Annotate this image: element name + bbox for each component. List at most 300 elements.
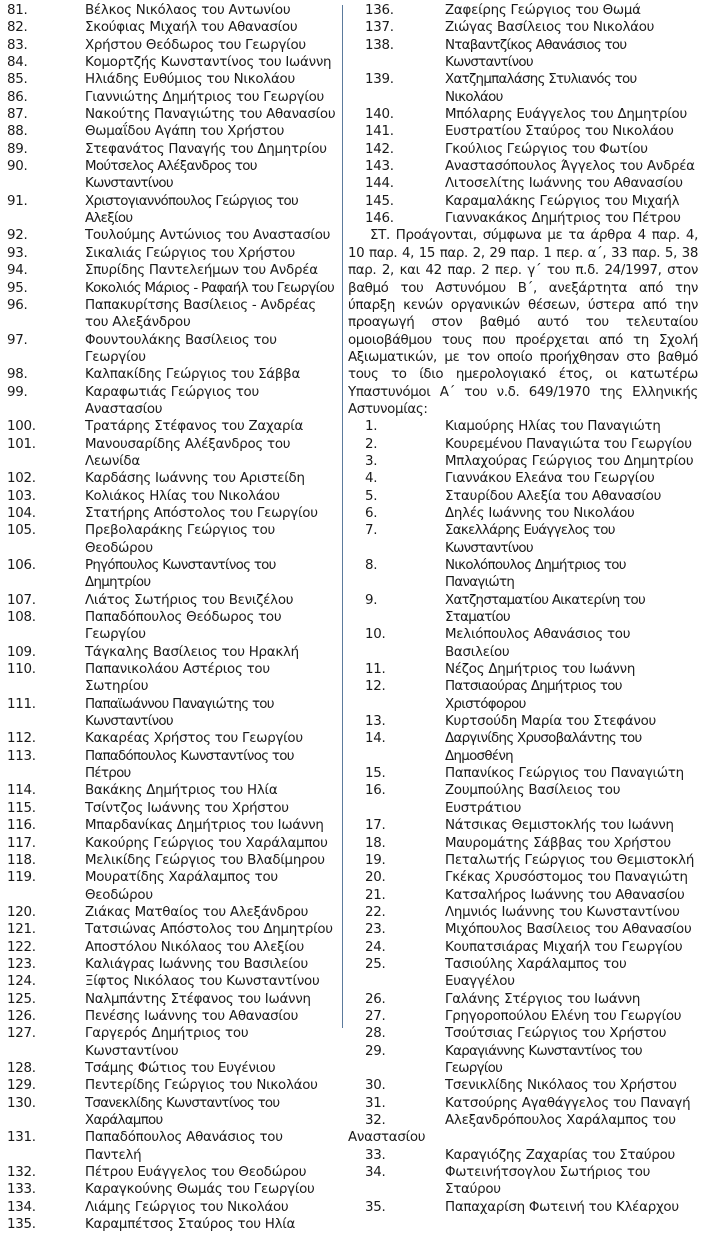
item-number: 34. [365,1165,386,1181]
item-name: Γιαννιώτης Δημήτριος του Γεωργίου [85,89,325,105]
list-item [346,175,698,192]
item-number: 5. [365,488,378,504]
list-item [346,123,698,140]
item-number: 100. [7,419,36,435]
item-name: Φουντουλάκης Βασίλειος του Γεωργίου [85,332,277,365]
item-number: 134. [7,1199,36,1215]
item-name: Τασιούλης Χαράλαμπος του Ευαγγέλου [445,956,627,990]
item-number: 24. [365,939,386,955]
item-number: 130. [7,1095,36,1111]
list-item [346,1008,698,1025]
item-number: 27. [365,1008,386,1024]
item-name: Ζιώγας Βασίλειος του Νικολάου [445,20,655,36]
item-name: Τατσιώνας Απόστολος του Δημητρίου [85,922,333,938]
item-name: Χρήστου Θεόδωρος του Γεωργίου [85,37,306,53]
item-number: 35. [365,1199,386,1215]
item-name: Γαλάνης Στέργιος του Ιωάννη [445,991,641,1007]
list-item [346,210,698,227]
list-item [0,297,340,332]
list-item [0,991,340,1008]
item-name: Κουπατσιάρας Μιχαήλ του Γεωργίου [445,939,683,955]
list-item [0,1164,340,1181]
list-item [0,505,340,522]
list-item [346,19,698,36]
item-name: Δαργινίδης Χρυσοβαλάντης του Δημοσθένη [445,731,642,764]
list-item [346,418,698,435]
list-item [0,436,340,471]
item-name: Μελικίδης Γεώργιος του Βλαδίμηρου [85,852,325,868]
item-number: 11. [365,662,386,678]
item-name: Μπαρδανίκας Δημήτριος του Ιωάννη [85,818,324,834]
item-number: 10. [365,627,386,643]
item-number: 122. [7,939,36,955]
list-item [0,470,340,487]
list-item [346,887,698,904]
item-name: Καραφωτιάς Γεώργιος του Αναστασίου [85,384,259,417]
item-name: Πεντερίδης Γεώργιος του Νικολάου [85,1078,318,1094]
item-name: Γκούλιος Γεώργιος του Φωτίου [445,141,648,157]
item-name: Πρεβολαράκης Γεώργιος του Θεοδώρου [85,523,276,556]
item-number: 121. [7,922,36,938]
item-name: Ζιάκας Ματθαίος του Αλεξάνδρου [85,904,309,920]
item-name: Καραγιάννης Κωνσταντίνος του Γεωργίου [445,1043,642,1076]
item-name: Τάγκαλης Βασίλειος του Ηρακλή [85,644,299,660]
item-name: Παπαδόπουλος Κωνσταντίνος του Πέτρου [85,748,294,782]
item-name: Κοκολιός Μάριος - Ραφαήλ του Γεωργίου [85,280,335,296]
list-item [346,193,698,210]
item-name: Βέλκος Νικόλαος του Αντωνίου [85,3,291,18]
list-item [0,141,340,158]
list-item [346,626,698,661]
item-number: 113. [7,748,36,764]
item-number: 25. [365,956,386,972]
item-number: 120. [7,904,36,920]
list-item [0,227,340,244]
list-item [0,835,340,852]
item-number: 123. [7,956,36,972]
item-name: Κυρτσούδη Μαρία του Στεφάνου [445,714,657,730]
item-number: 21. [365,887,386,903]
item-number: 136. [365,3,394,18]
list-item [346,488,698,505]
list-item [0,1008,340,1025]
item-name: Τσούτσιας Γεώργιος του Χρήστου [445,1026,667,1042]
item-number: 97. [7,332,28,348]
list-item [0,644,340,661]
item-name: Πενέσης Ιωάννης του Αθανασίου [85,1008,299,1024]
item-number: 16. [365,783,386,799]
item-name: Μούτσελος Αλέξανδρος του Κωνσταντίνου [85,159,257,192]
list-item [0,280,340,297]
item-name: Πέτρου Ευάγγελος του Θεοδώρου [85,1165,307,1181]
list-item [0,592,340,609]
item-name: Λιάμης Γεώργιος του Νικολάου [85,1199,289,1215]
item-number: 28. [365,1026,386,1042]
item-number: 99. [7,384,28,400]
item-number: 117. [7,835,36,851]
list-item [346,2,698,19]
list-item [346,817,698,834]
list-item [346,661,698,678]
list-item [0,71,340,88]
item-number: 112. [7,731,36,747]
list-item [346,869,698,886]
item-name: Κιαμούρης Ηλίας του Παναγιώτη [445,419,661,435]
item-name: Λιτοσελίτης Ιωάννης του Αθανασίου [445,176,683,192]
list-item [346,852,698,869]
item-name: Λημνιός Ιωάννης του Κωνσταντίνου [445,904,680,920]
item-name: Τσίντζος Ιωάννης του Χρήστου [85,800,289,816]
item-name: Στεφανάτος Παναγής του Δημητρίου [85,141,327,157]
item-name: Κολιάκος Ηλίας του Νικολάου [85,488,280,504]
item-number: 95. [7,280,28,296]
list-item [0,54,340,71]
list-item [346,713,698,730]
list-item [346,37,698,72]
list-item [346,470,698,487]
list-item [0,1077,340,1094]
item-name: Σικαλιάς Γεώργιος του Χρήστου [85,245,295,261]
list-item [0,418,340,435]
column-divider [342,5,343,1028]
item-name: Μιχόπουλος Βασίλειος του Αθανασίου [445,922,692,938]
list-item [0,384,340,419]
item-number: 87. [7,107,28,123]
item-name: Σκούφιας Μιχαήλ του Αθανασίου [85,20,298,36]
item-name: Τσενικλίδης Νικόλαος του Χρήστου [445,1078,677,1094]
item-number: 31. [365,1095,386,1111]
item-number: 118. [7,852,36,868]
item-number: 91. [7,193,28,209]
item-name: Χριστογιαννόπουλος Γεώργιος του Αλεξίου [85,193,299,227]
item-number: 7. [365,523,378,539]
item-name: Χατζημπαλάσης Στυλιανός του Νικολάου [445,72,637,105]
list-item [346,71,698,106]
item-number: 90. [7,159,28,175]
item-name: Γιαννακάκος Δημήτριος του Πέτρου [445,211,681,227]
item-number: 141. [365,124,394,140]
item-number: 1. [365,419,378,435]
item-name: Νταβαντζίκος Αθανάσιος του Κωνσταντίνου [445,37,627,71]
list-item [0,1095,340,1130]
item-name: Μουρατίδης Χαράλαμπος του Θεοδώρου [85,870,278,903]
item-name: Μανουσαρίδης Αλέξανδρος του Λεωνίδα [85,436,291,469]
list-item [346,921,698,938]
list-item [0,1060,340,1077]
list-item [0,956,340,973]
item-name: Κακαρέας Χρήστος του Γεωργίου [85,731,303,747]
item-number: 84. [7,55,28,71]
promotion-list-continued [346,2,698,227]
item-number: 9. [365,592,378,608]
list-item [346,956,698,991]
item-name: Σακελλάρης Ευάγγελος του Κωνσταντίνου [445,523,615,556]
item-name: Μπόλαρης Ευάγγελος του Δημητρίου [445,107,687,123]
list-item [0,1199,340,1216]
item-number: 4. [365,471,378,487]
item-number: 29. [365,1043,386,1059]
item-number: 14. [365,731,386,747]
list-item [346,141,698,158]
list-item [346,1095,698,1112]
item-name: Αλεξανδρόπουλος Χαράλαμπος του [445,1113,676,1128]
item-number: 19. [365,852,386,868]
item-number: 93. [7,245,28,261]
item-name: Νακούτης Παναγιώτης του Αθανασίου [85,107,336,123]
list-item [0,782,340,799]
list-item [346,939,698,956]
list-item [346,1025,698,1042]
item-number: 143. [365,159,394,175]
list-item [346,453,698,470]
item-number: 135. [7,1217,36,1233]
item-number: 119. [7,870,36,886]
item-number: 144. [365,176,394,192]
item-number: 13. [365,714,386,730]
item-number: 96. [7,297,28,313]
item-number: 115. [7,800,36,816]
item-number: 124. [7,974,36,990]
list-item [0,609,340,644]
item-name: Ευστρατίου Σταύρος του Νικολάου [445,124,674,140]
list-item [0,366,340,383]
right-column [346,2,698,1216]
item-number: 133. [7,1182,36,1198]
item-name: Γρηγοροπούλου Ελένη του Γεωργίου [445,1008,682,1024]
list-item [0,2,340,19]
item-number: 127. [7,1026,36,1042]
item-number: 18. [365,835,386,851]
list-item [0,262,340,279]
item-number: 111. [7,696,36,712]
list-item [346,835,698,852]
list-item [0,193,340,228]
item-name: Πεταλωτής Γεώργιος του Θεμιστοκλή [445,852,695,868]
item-name-continuation: Αναστασίου [348,1130,426,1146]
list-item [346,765,698,782]
item-number: 86. [7,89,28,105]
item-number: 126. [7,1008,36,1024]
item-number: 139. [365,72,394,88]
list-item [346,1077,698,1094]
list-item [346,158,698,175]
item-number: 23. [365,922,386,938]
item-number: 137. [365,20,394,36]
list-item [0,1129,340,1164]
item-number: 88. [7,124,28,140]
list-item [0,332,340,367]
list-item [0,904,340,921]
item-name: Καραμαλάκης Γεώργιος του Μιχαήλ [445,193,680,209]
left-column [0,2,340,1233]
item-number: 142. [365,141,394,157]
item-number: 22. [365,904,386,920]
list-item [0,973,340,990]
list-item [346,436,698,453]
list-item [0,661,340,696]
promotion-list-new [346,418,698,1216]
item-number: 108. [7,610,36,626]
list-item [0,817,340,834]
item-name: Καλιάγρας Ιωάννης του Βασιλείου [85,956,308,972]
item-name: Μελιόπουλος Αθανάσιος του Βασιλείου [445,627,631,660]
item-name: Θωμαΐδου Αγάπη του Χρήστου [85,124,285,140]
list-item [346,106,698,123]
item-number: 102. [7,471,36,487]
item-name: Κατσαλήρος Ιωάννης του Αθανασίου [445,887,685,903]
list-item [346,1199,698,1216]
item-name: Γιαννάκου Ελεάνα του Γεωργίου [445,471,655,487]
list-item [346,522,698,557]
item-name: Μαυρομάτης Σάββας του Χρήστου [445,835,671,851]
item-name: Παπαδόπουλος Θεόδωρος του Γεωργίου [85,610,282,643]
item-number: 114. [7,783,36,799]
item-name: Τσάμης Φώτιος του Ευγένιου [85,1060,276,1076]
item-name: Βακάκης Δημήτριος του Ηλία [85,783,278,799]
item-number: 2. [365,436,378,452]
item-name: Κατσούρης Αγαθάγγελος του Παναγή [445,1095,691,1111]
item-number: 106. [7,558,36,573]
item-number: 116. [7,818,36,834]
item-number: 110. [7,662,36,678]
promotion-paragraph: ΣΤ. Προάγονται, σύμφωνα με τα άρθρα 4 παρ. 4, 10 παρ. 4, 15 παρ. 2, 29 παρ. 1 περ. α΄, 33 παρ. 5, 38 παρ. 2, και 42 παρ. 2 περ. γ΄ του π.δ. 24/1997, στον βαθμό του Αστυνόμου Β΄, ανεξάρτητα από την ύπαρξη κενών οργανικών θέσεων, ύστερα από την προαγωγή στον βαθμό αυτό του τελευταίου ομοιοβάθμου τους που προέρχεται από τη Σχολή Αξιωματικών, με τον οποίο προήχθησαν στο βαθμό τους το ίδιο ημερολογιακό έτος, οι κατωτέρω Υπαστυνόμοι Α΄ του ν.δ. 649/1970 της Ελληνικής Αστυνομίας: [348,228,698,417]
item-number: 26. [365,991,386,1007]
item-name: Τρατάρης Στέφανος του Ζαχαρία [85,419,304,435]
item-name: Καραγκούνης Θωμάς του Γεωργίου [85,1182,315,1198]
item-number: 32. [365,1113,386,1128]
item-name: Σπυρίδης Παντελεήμων του Ανδρέα [85,263,318,279]
item-number: 81. [7,3,28,18]
list-item [346,557,698,592]
item-number: 6. [365,505,378,521]
item-number: 125. [7,991,36,1007]
item-number: 145. [365,193,394,209]
item-name: Σταυρίδου Αλεξία του Αθανασίου [445,488,662,504]
item-name: Κομορτζής Κωνσταντίνος του Ιωάννη [85,55,332,71]
item-number: 146. [365,211,394,227]
list-item [346,1043,698,1078]
list-item [346,730,698,765]
item-name: Παπαχαρίση Φωτεινή του Κλέαρχου [445,1199,679,1215]
item-name: Ζαφείρης Γεώργιος του Θωμά [445,3,641,18]
list-item [0,1216,340,1233]
item-number: 107. [7,592,36,608]
list-item [0,869,340,904]
item-name: Παπαϊωάννου Παναγιώτης του Κωνσταντίνου [85,696,274,730]
item-name: Γαργερός Δημήτριος του Κωνσταντίνου [85,1026,249,1059]
item-number: 101. [7,436,36,452]
item-number: 85. [7,72,28,88]
item-number: 83. [7,37,28,53]
item-number: 109. [7,644,36,660]
item-number: 8. [365,558,378,573]
list-item [0,106,340,123]
item-name: Παπανικολάου Αστέριος του Σωτηρίου [85,662,270,695]
list-item [0,921,340,938]
item-name: Ρηγόπουλος Κωνσταντίνος του Δημητρίου [85,558,276,591]
item-number: 140. [365,107,394,123]
item-name: Κακούρης Γεώργιος του Χαράλαμπου [85,835,328,851]
item-number: 129. [7,1078,36,1094]
list-item [346,1164,698,1199]
list-item [346,904,698,921]
item-name: Ηλιάδης Ευθύμιος του Νικολάου [85,72,295,88]
item-number: 3. [365,453,378,469]
list-item [0,800,340,817]
item-name: Νικολόπουλος Δημήτριος του Παναγιώτη [445,558,626,591]
item-name: Χατζησταματίου Αικατερίνη του Σταματίου [445,592,646,626]
item-name: Καλπακίδης Γεώργιος του Σάββα [85,367,301,383]
list-item [0,748,340,783]
item-name: Αποστόλου Νικόλαος του Αλεξίου [85,939,304,955]
item-name: Τσανεκλίδης Κωνσταντίνος του Χαράλαμπου [85,1095,280,1128]
list-item [0,1181,340,1198]
item-name: Παπαδόπουλος Αθανάσιος του Παντελή [85,1130,283,1163]
item-number: 138. [365,37,394,53]
item-name: Καρδάσης Ιωάννης του Αριστείδη [85,471,305,487]
item-number: 92. [7,228,28,244]
item-name: Παπανίκος Γεώργιος του Παναγιώτη [445,766,684,782]
item-name: Νάτσικας Θεμιστοκλής του Ιωάννη [445,818,674,834]
item-number: 132. [7,1165,36,1181]
item-name: Ξίφτος Νικόλαος του Κωνσταντίνου [85,974,320,990]
list-item [346,592,698,627]
item-number: 33. [365,1147,386,1163]
item-name: Στατήρης Απόστολος του Γεωργίου [85,505,318,521]
list-item [0,730,340,747]
list-item [346,678,698,713]
list-item [0,37,340,54]
item-number: 17. [365,818,386,834]
item-name: Αναστασόπουλος Άγγελος του Ανδρέα [445,159,695,175]
item-number: 94. [7,263,28,279]
item-name: Ζουμπούλης Βασίλειος του Ευστράτιου [445,783,621,816]
list-item [0,522,340,557]
list-item [0,89,340,106]
item-name: Δηλές Ιωάννης του Νικολάου [445,505,635,521]
item-number: 82. [7,20,28,36]
list-item [0,158,340,193]
item-name: Φωτεινήτσογλου Σωτήριος του Σταύρου [445,1165,651,1198]
item-name: Παπακυρίτσης Βασίλειος - Ανδρέας του Αλεξάνδρου [85,297,316,331]
item-name: Ναλμπάντης Στέφανος του Ιωάννη [85,991,311,1007]
list-item [346,991,698,1008]
item-number: 30. [365,1078,386,1094]
item-number: 104. [7,505,36,521]
item-name: Καραμπέτσος Σταύρος του Ηλία [85,1217,296,1233]
item-number: 89. [7,141,28,157]
item-name: Πατσιαούρας Δημήτριος του Χριστόφορου [445,679,622,712]
item-name: Καραγιόζης Ζαχαρίας του Σταύρου [445,1147,676,1163]
item-name: Νέζος Δημήτριος του Ιωάννη [445,662,636,678]
item-number: 103. [7,488,36,504]
list-item [346,505,698,522]
list-item [0,939,340,956]
list-item [0,1025,340,1060]
list-item [0,19,340,36]
item-number: 12. [365,679,386,695]
item-number: 15. [365,766,386,782]
item-number: 128. [7,1060,36,1076]
list-item [0,245,340,262]
item-name: Κουρεμένου Παναγιώτα του Γεωργίου [445,436,692,452]
list-item [0,488,340,505]
item-name: Λιάτος Σωτήριος του Βενιζέλου [85,592,294,608]
list-item [346,1147,698,1164]
item-number: 98. [7,367,28,383]
item-name: Γκέκας Χρυσόστομος του Παναγιώτη [445,870,688,886]
list-item [346,782,698,817]
